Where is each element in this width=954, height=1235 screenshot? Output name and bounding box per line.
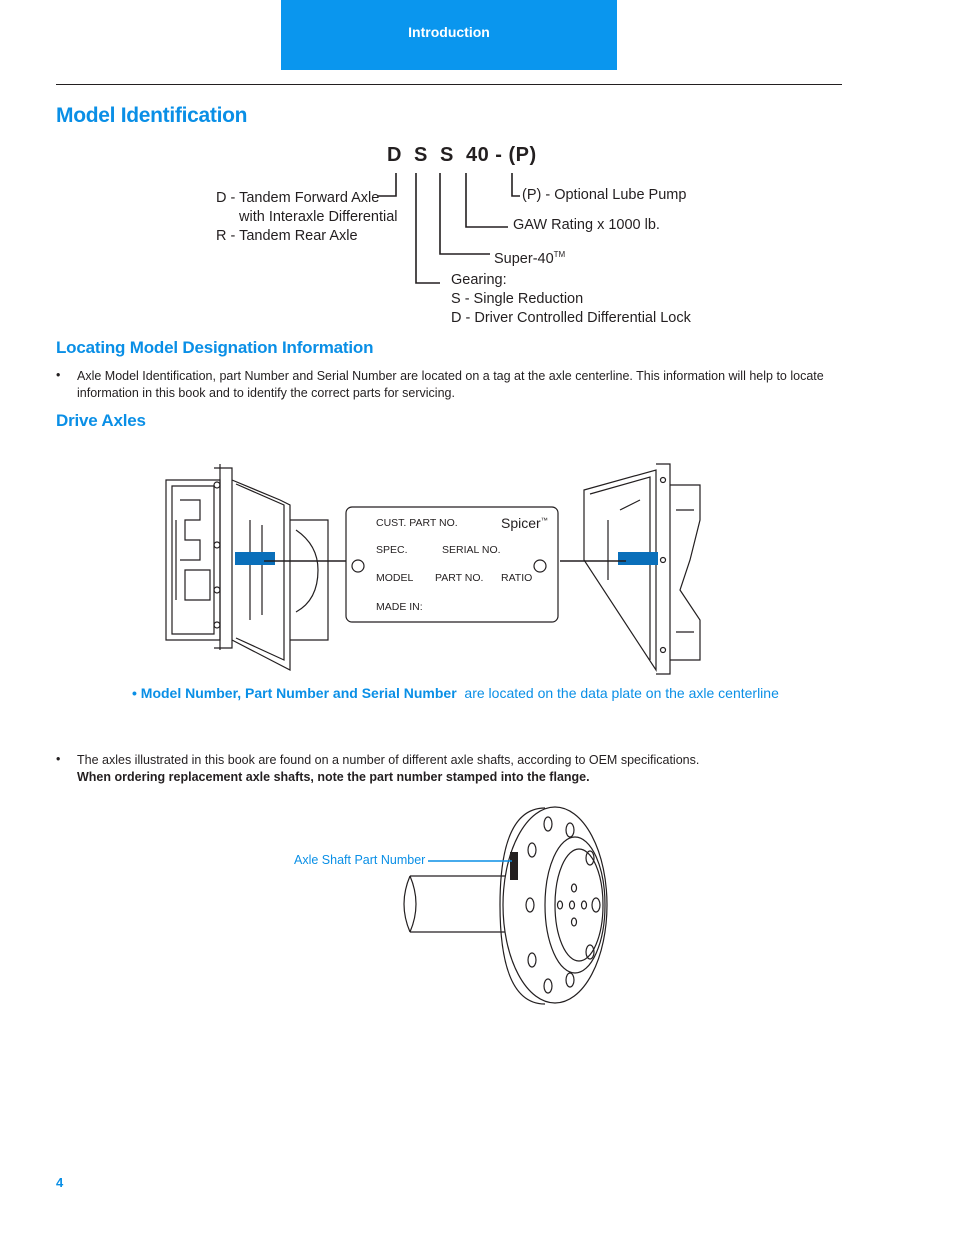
locating-bullet: • xyxy=(56,368,61,382)
axle-shaft-callout: Axle Shaft Part Number xyxy=(294,853,426,867)
label-d-interaxle: with Interaxle Differential xyxy=(239,209,398,225)
label-gearing: Gearing: xyxy=(451,272,507,288)
label-r-rear: R - Tandem Rear Axle xyxy=(216,228,358,244)
plate-spec: SPEC. xyxy=(376,544,408,556)
label-d-forward: D - Tandem Forward Axle xyxy=(216,190,380,206)
part-number-stamp xyxy=(510,852,518,880)
plate-ratio: RATIO xyxy=(501,572,533,584)
label-gaw-rating: GAW Rating x 1000 lb. xyxy=(513,217,660,233)
locating-text-line2: information in this book and to identify the correct parts for servicing. xyxy=(77,386,455,400)
plate-brand-name: Spicer xyxy=(501,515,541,531)
caption-bold: • Model Number, Part Number and Serial Number xyxy=(132,685,457,701)
page-title: Model Identification xyxy=(56,104,248,127)
section-tab-label: Introduction xyxy=(408,24,490,40)
label-gearing-d: D - Driver Controlled Differential Lock xyxy=(451,310,691,326)
locating-text-line1: Axle Model Identification, part Number and Serial Number are located on a tag at the axle centerline. This information will help to locate xyxy=(77,369,824,383)
plate-made-in: MADE IN: xyxy=(376,601,423,613)
plate-cust-part-no: CUST. PART NO. xyxy=(376,517,458,529)
model-code: D S S 40 - (P) xyxy=(387,144,537,166)
plate-part-no: PART NO. xyxy=(435,572,484,584)
label-super40: Super-40™ xyxy=(494,250,566,267)
locating-heading: Locating Model Designation Information xyxy=(56,338,374,357)
shafts-text-line1: The axles illustrated in this book are found on a number of different axle shafts, according to OEM specifications. xyxy=(77,753,700,767)
page-number: 4 xyxy=(56,1175,64,1190)
caption-rest: are located on the data plate on the axle centerline xyxy=(464,685,779,701)
drive-axles-heading: Drive Axles xyxy=(56,411,146,430)
plate-serial-no: SERIAL NO. xyxy=(442,544,501,556)
plate-brand-tm: ™ xyxy=(540,517,548,525)
shafts-text-bold: When ordering replacement axle shafts, note the part number stamped into the flange. xyxy=(77,770,590,784)
trademark-mark: TM xyxy=(553,250,566,259)
plate-model: MODEL xyxy=(376,572,414,584)
label-gearing-s: S - Single Reduction xyxy=(451,291,584,307)
shafts-bullet: • xyxy=(56,752,61,766)
label-lube-pump: (P) - Optional Lube Pump xyxy=(522,187,687,203)
